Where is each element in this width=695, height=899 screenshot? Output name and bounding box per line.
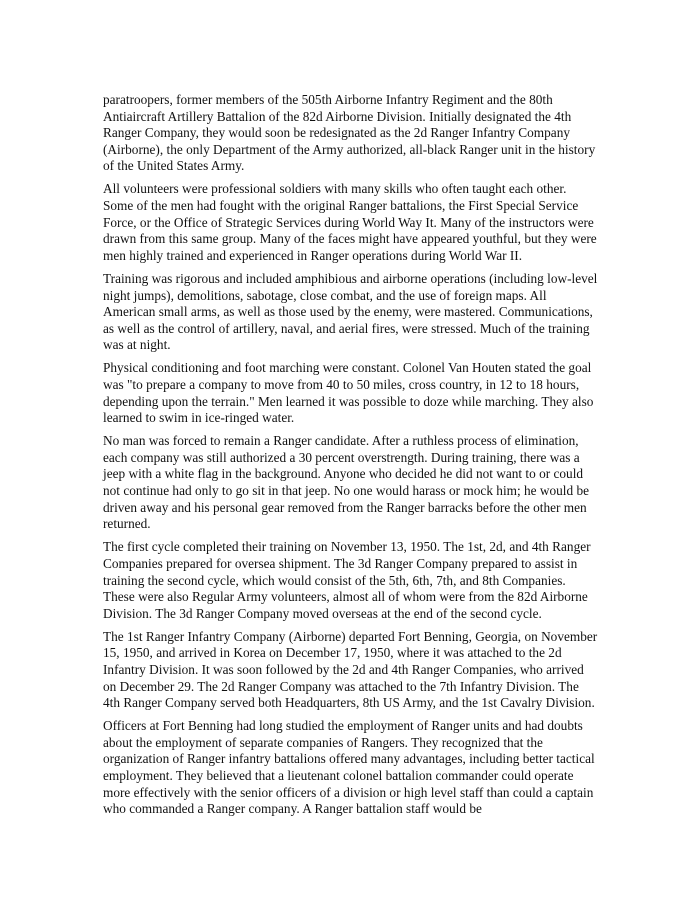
paragraph-4: Physical conditioning and foot marching were constant. Colonel Van Houten stated the goal was "to prepare a company to move from 40 to 50 miles, cross country, in 12 to 18 hours, depending upon the terrain." Men learned it was possible to doze while marching. They also learned to swim in ice-ringed water. bbox=[103, 360, 594, 426]
paragraph-8: Officers at Fort Benning had long studied the employment of Ranger units and had doubts about the employment of separate companies of Rangers. They recognized that the organization of Ranger infantry battalions offered many advantages, including better tactical employment. They believed that a lieutenant colonel battalion commander could operate more effectively with the senior officers of a division or high level staff than could a captain who commanded a Ranger company. A Ranger battalion staff would be bbox=[103, 718, 595, 817]
document-page bbox=[103, 92, 598, 824]
paragraph-6: The first cycle completed their training on November 13, 1950. The 1st, 2d, and 4th Ranger Companies prepared for oversea shipment. The 3d Ranger Company prepared to assist in training the second cycle, which would consist of the 5th, 6th, 7th, and 8th Companies. These were also Regular Army volunteers, almost all of whom were from the 82d Airborne Division. The 3d Ranger Company moved overseas at the end of the second cycle. bbox=[103, 539, 591, 621]
paragraph-3: Training was rigorous and included amphibious and airborne operations (including low-level night jumps), demolitions, sabotage, close combat, and the use of foreign maps. All American small arms, as well as those used by the enemy, were mastered. Communications, as well as the control of artillery, naval, and aerial fires, were stressed. Much of the training was at night. bbox=[103, 270, 598, 353]
paragraph-2: All volunteers were professional soldiers with many skills who often taught each other. Some of the men had fought with the original Ranger battalions, the First Special Service Force, or the Office of Strategic Services during World Way It. Many of the instructors were drawn from this same group. Many of the faces might have appeared youthful, but they were men highly trained and experienced in Ranger operations during World War II. bbox=[103, 181, 597, 263]
paragraph-5: No man was forced to remain a Ranger candidate. After a ruthless process of elimination, each company was still authorized a 30 percent overstrength. During training, there was a jeep with a white flag in the background. Anyone who decided he did not want to or could not continue had only to go sit in that jeep. No one would harass or mock him; he would be driven away and his personal gear removed from the Ranger barracks before the other men returned. bbox=[103, 433, 589, 532]
paragraph-1: paratroopers, former members of the 505th Airborne Infantry Regiment and the 80th Antiaircraft Artillery Battalion of the 82d Airborne Division. Initially designated the 4th Ranger Company, they would soon be redesignated as the 2d Ranger Infantry Company (Airborne), the only Department of the Army authorized, all-black Ranger unit in the history of the United States Army. bbox=[103, 92, 596, 174]
paragraph-7: The 1st Ranger Infantry Company (Airborne) departed Fort Benning, Georgia, on November 15, 1950, and arrived in Korea on December 17, 1950, where it was attached to the 2d Infantry Division. It was soon followed by the 2d and 4th Ranger Companies, who arrived on December 29. The 2d Ranger Company was attached to the 7th Infantry Division. The 4th Ranger Company served both Headquarters, 8th US Army, and the 1st Cavalry Division. bbox=[103, 628, 598, 711]
